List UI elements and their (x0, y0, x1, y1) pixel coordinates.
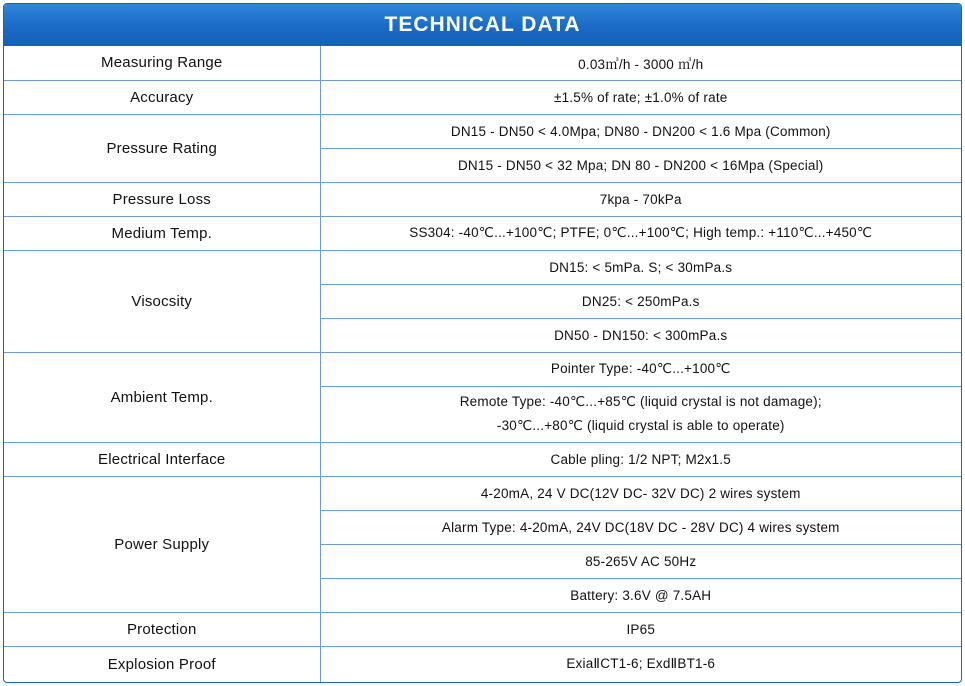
row-value-accuracy: ±1.5% of rate; ±1.0% of rate (320, 80, 961, 114)
table-row (4, 80, 961, 114)
table-row (4, 182, 961, 216)
table-row (4, 114, 961, 148)
table-title: TECHNICAL DATA (4, 4, 961, 46)
row-label-measuring-range: Measuring Range (4, 46, 320, 80)
row-value-power-supply-2wire: 4-20mA, 24 V DC(12V DC- 32V DC) 2 wires system (320, 476, 961, 510)
row-value-power-supply-ac: 85-265V AC 50Hz (320, 544, 961, 578)
row-label-power-supply: Power Supply (4, 476, 320, 612)
table-row (4, 646, 961, 682)
technical-data-panel (3, 3, 962, 683)
row-label-electrical-interface: Electrical Interface (4, 442, 320, 476)
remote-type-line-1: Remote Type: -40℃...+85℃ (liquid crystal is not damage); (459, 394, 822, 409)
row-label-medium-temp: Medium Temp. (4, 216, 320, 250)
row-value-ambient-temp-remote (320, 386, 961, 442)
table-row (4, 442, 961, 476)
row-label-accuracy: Accuracy (4, 80, 320, 114)
row-value-viscosity-dn25: DN25: < 250mPa.s (320, 284, 961, 318)
row-value-electrical-interface: Cable pling: 1/2 NPT; M2x1.5 (320, 442, 961, 476)
row-value-pressure-rating-special: DN15 - DN50 < 32 Mpa; DN 80 - DN200 < 16Mpa (Special) (320, 148, 961, 182)
row-value-power-supply-battery: Battery: 3.6V @ 7.5AH (320, 578, 961, 612)
row-value-protection: IP65 (320, 612, 961, 646)
row-value-pressure-loss: 7kpa - 70kPa (320, 182, 961, 216)
row-value-medium-temp: SS304: -40℃...+100℃; PTFE; 0℃...+100℃; High temp.: +110℃...+450℃ (320, 216, 961, 250)
row-label-viscosity: Visocsity (4, 250, 320, 352)
table-row (4, 46, 961, 80)
row-label-pressure-rating: Pressure Rating (4, 114, 320, 182)
table-row (4, 216, 961, 250)
row-label-explosion-proof: Explosion Proof (4, 646, 320, 682)
row-label-pressure-loss: Pressure Loss (4, 182, 320, 216)
row-value-ambient-temp-pointer: Pointer Type: -40℃...+100℃ (320, 352, 961, 386)
remote-type-line-2: -30℃...+80℃ (liquid crystal is able to operate) (496, 418, 785, 433)
row-value-explosion-proof: ExiaⅡCT1-6; ExdⅡBT1-6 (320, 646, 961, 682)
row-value-pressure-rating-common: DN15 - DN50 < 4.0Mpa; DN80 - DN200 < 1.6 Mpa (Common) (320, 114, 961, 148)
row-value-power-supply-alarm: Alarm Type: 4-20mA, 24V DC(18V DC - 28V DC) 4 wires system (320, 510, 961, 544)
row-value-viscosity-dn15: DN15: < 5mPa. S; < 30mPa.s (320, 250, 961, 284)
table-row (4, 352, 961, 386)
table-row (4, 250, 961, 284)
table-row (4, 476, 961, 510)
row-label-ambient-temp: Ambient Temp. (4, 352, 320, 442)
table-row (4, 612, 961, 646)
row-value-viscosity-dn50: DN50 - DN150: < 300mPa.s (320, 318, 961, 352)
row-value-measuring-range: 0.03㎥/h - 3000 ㎥/h (320, 46, 961, 80)
technical-data-table (4, 46, 961, 682)
row-label-protection: Protection (4, 612, 320, 646)
